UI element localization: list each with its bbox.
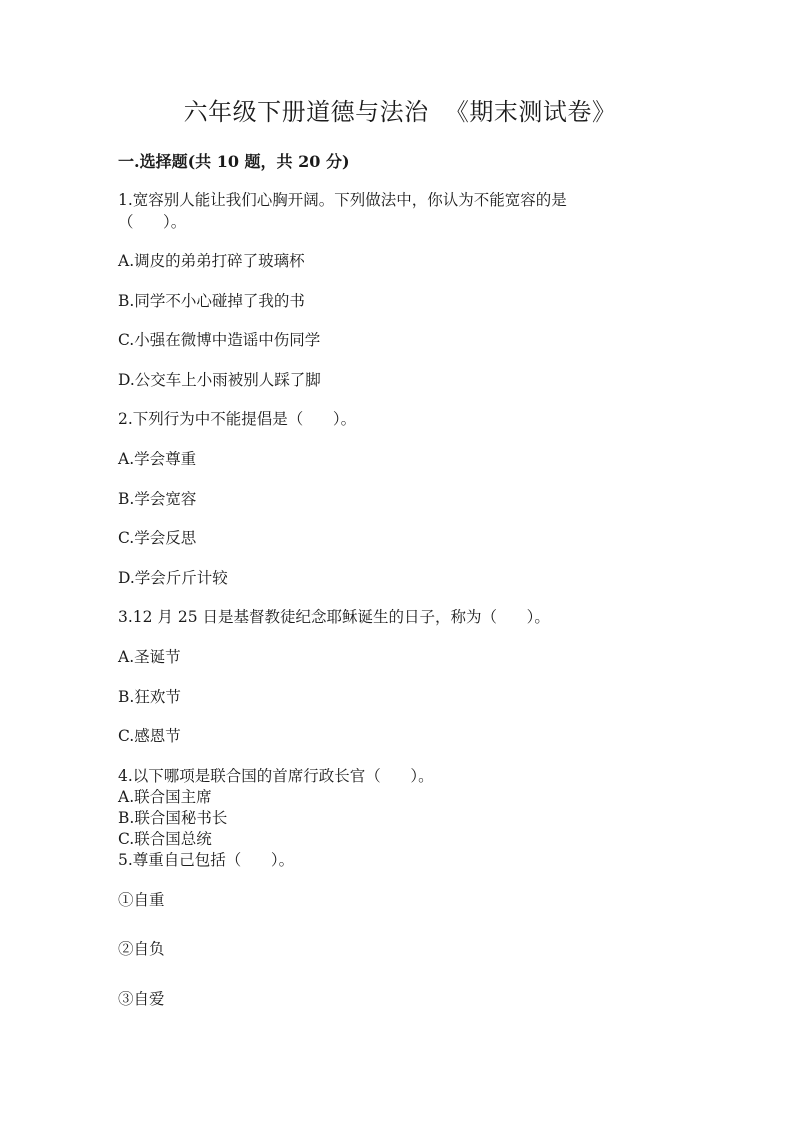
question-1-stem-line2: （ ）。 [118, 213, 187, 231]
question-2-option-b: B.学会宽容 [118, 490, 197, 508]
question-4-option-a: A.联合国主席 [118, 788, 212, 806]
question-4-option-c: C.联合国总统 [118, 830, 212, 848]
question-1-option-c: C.小强在微博中造谣中伤同学 [118, 331, 321, 349]
question-2-option-c: C.学会反思 [118, 529, 197, 547]
document-title: 六年级下册道德与法治 《期末测试卷》 [183, 98, 617, 126]
question-5-stem: 5.尊重自己包括（ ）。 [118, 851, 295, 869]
question-3-option-a: A.圣诞节 [118, 648, 181, 666]
question-4-option-b: B.联合国秘书长 [118, 809, 228, 827]
question-1-stem-line1: 1.宽容别人能让我们心胸开阔。下列做法中，你认为不能宽容的是 [118, 191, 567, 209]
question-1-option-b: B.同学不小心碰掉了我的书 [118, 292, 305, 310]
section-heading: 一.选择题(共 10 题，共 20 分) [118, 152, 350, 171]
question-5-option-1: ①自重 [118, 891, 165, 909]
question-5-option-3: ③自爱 [118, 990, 165, 1008]
question-1-option-d: D.公交车上小雨被别人踩了脚 [118, 371, 321, 389]
question-2-stem: 2.下列行为中不能提倡是（ ）。 [118, 410, 357, 428]
question-3-option-c: C.感恩节 [118, 727, 181, 745]
question-3-stem: 3.12 月 25 日是基督教徒纪念耶稣诞生的日子，称为（ ）。 [118, 608, 550, 626]
question-1-option-a: A.调皮的弟弟打碎了玻璃杯 [118, 252, 305, 270]
question-2-option-a: A.学会尊重 [118, 450, 197, 468]
question-5-option-2: ②自负 [118, 940, 165, 958]
question-4-stem: 4.以下哪项是联合国的首席行政长官（ ）。 [118, 767, 434, 785]
question-2-option-d: D.学会斤斤计较 [118, 569, 228, 587]
question-3-option-b: B.狂欢节 [118, 688, 181, 706]
